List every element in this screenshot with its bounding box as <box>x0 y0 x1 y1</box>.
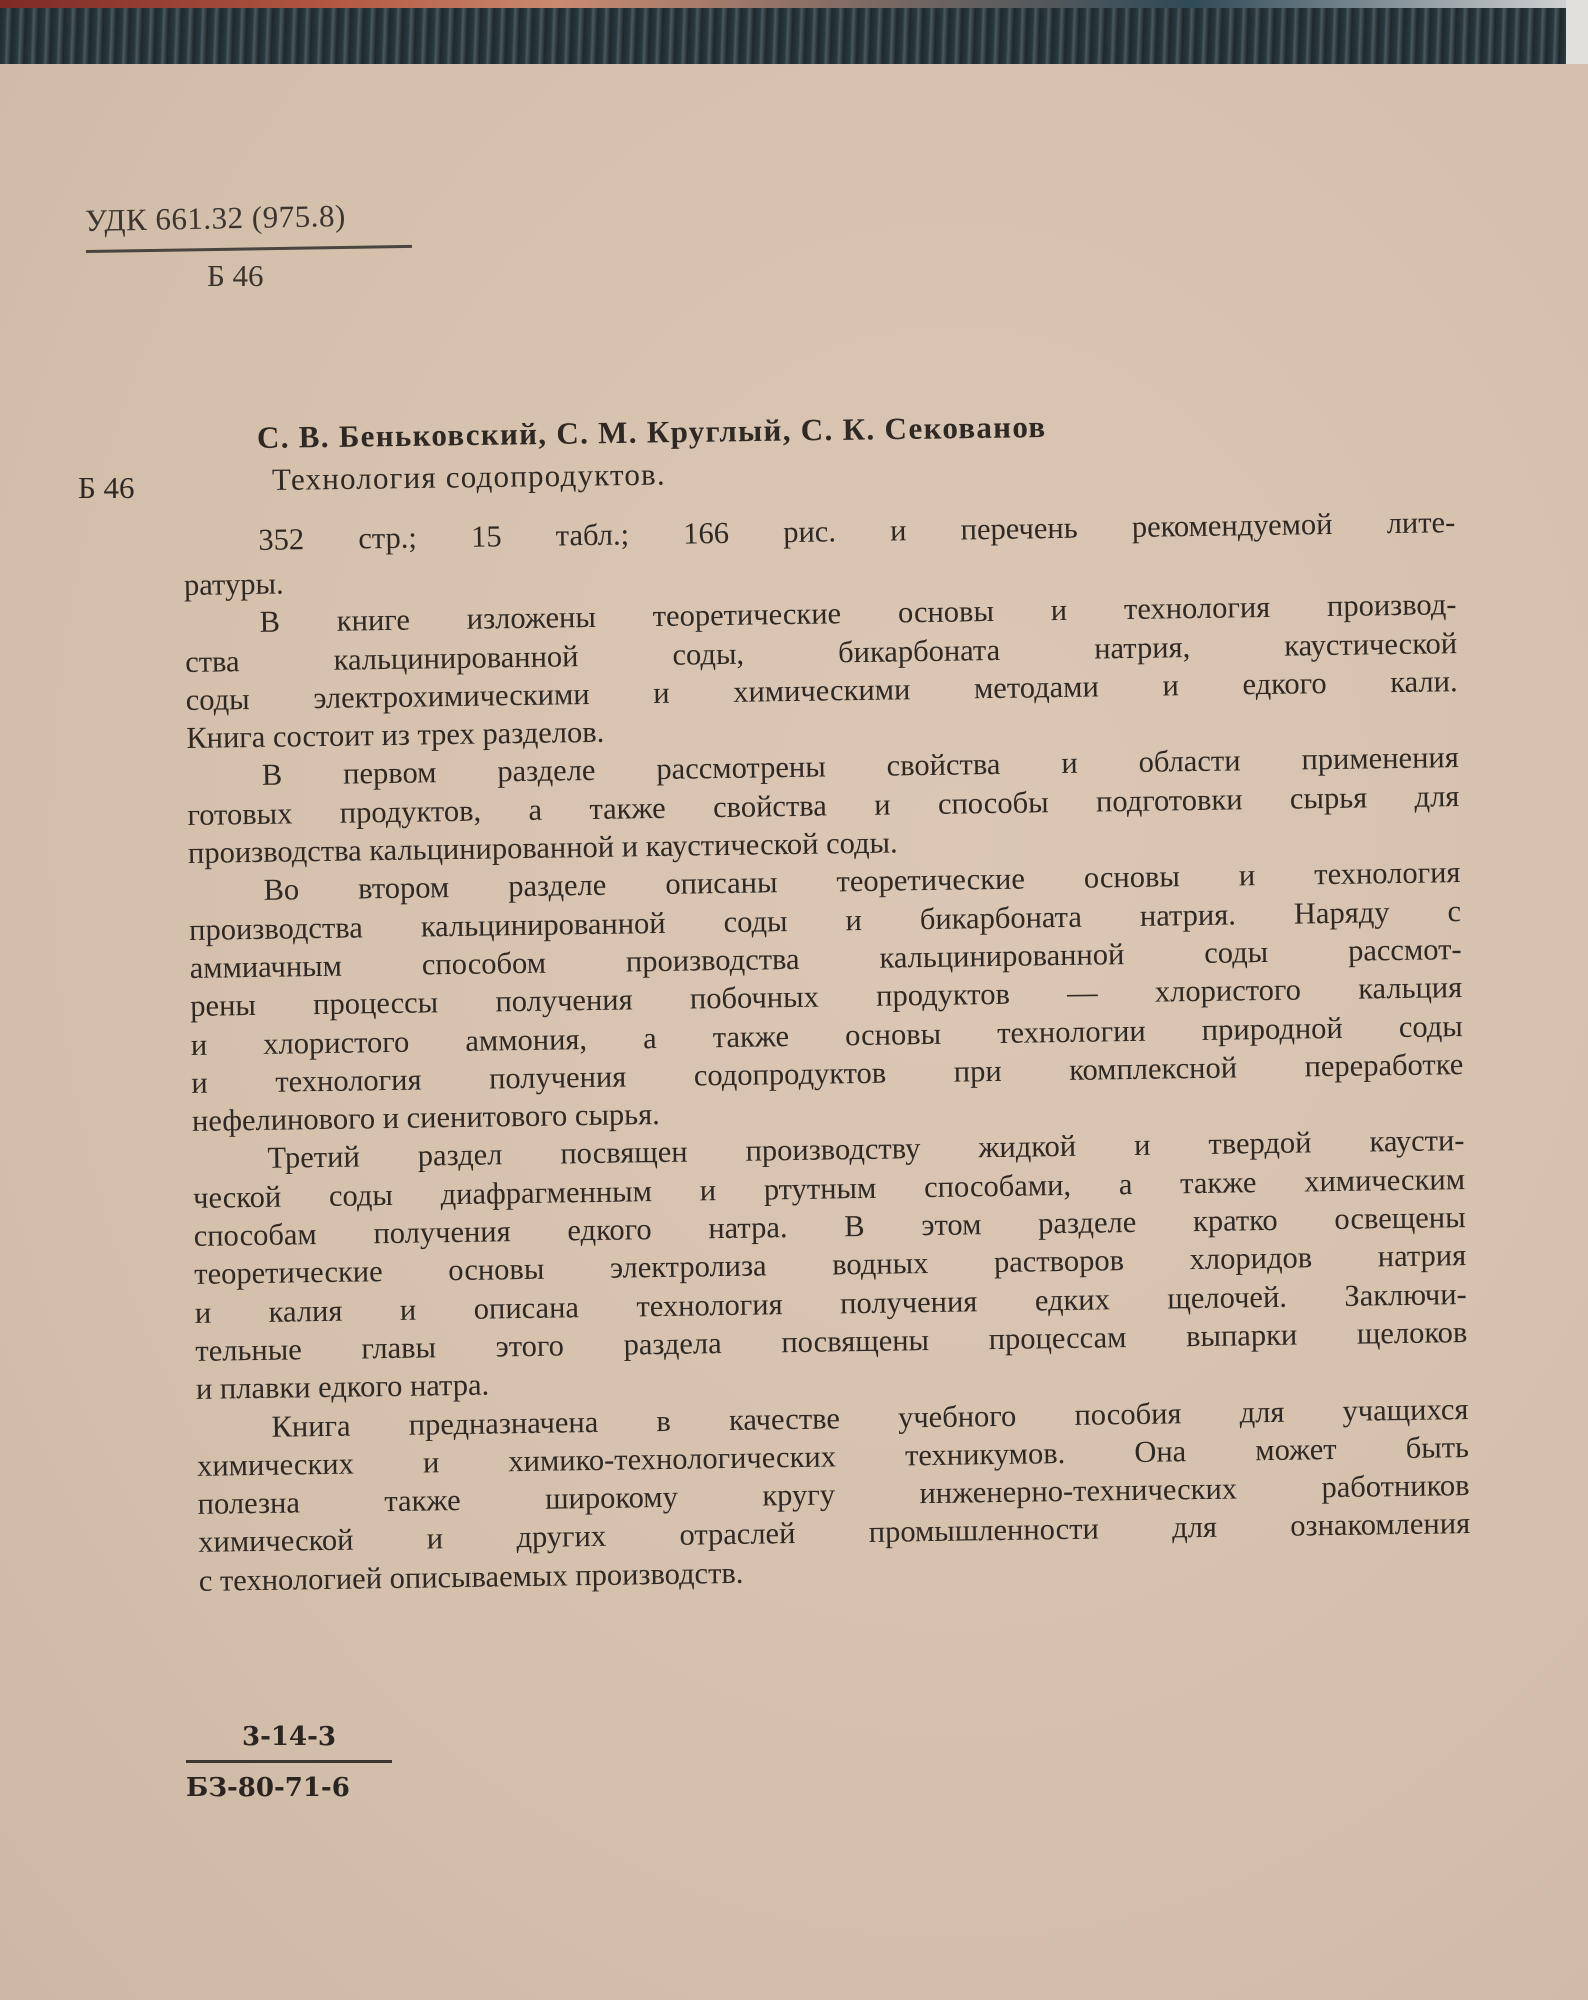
text-line: химической и других отраслей промышленности для ознакомления <box>197 1506 1471 1560</box>
paragraph <box>187 739 1461 873</box>
paragraph <box>196 1390 1471 1600</box>
index-divider <box>186 1760 392 1763</box>
index-numerator: 3-14-3 <box>242 1722 336 1752</box>
text-line: рены процессы получения побочных продуктов — хлористого кальция <box>190 970 1463 1024</box>
text-line: соды электрохимическими и химическими методами и едкого кали. <box>185 664 1458 717</box>
background-surface <box>1566 0 1588 64</box>
book-cover-edge <box>0 8 1566 66</box>
text-line: Книга предназначена в качестве учебного пособия для учащихся <box>271 1391 1469 1444</box>
text-line: готовых продуктов, а также свойства и способы подготовки сырья для <box>187 778 1460 832</box>
meta-line: 352 стр.; 15 табл.; 166 рис. и перечень рекомендуемой лите- <box>258 505 1456 557</box>
book-title: Технология содопродуктов. <box>271 456 667 497</box>
text-line: ческой соды диафрагменным и ртутным способами, а также химическим <box>192 1161 1466 1215</box>
text-line: нефелинового и сиенитового сырья. <box>191 1097 660 1139</box>
text-line: и технология получения содопродуктов при комплексной переработке <box>191 1046 1464 1100</box>
paragraph <box>184 585 1458 757</box>
text-line: Книга состоит из трех разделов. <box>186 714 605 756</box>
text-line: Третий раздел посвящен производству жидкой и твердой каусти- <box>267 1123 1465 1176</box>
annotation-body <box>183 497 1471 1600</box>
text-line: и калия и описана технология получения едких щелочей. Заключи- <box>194 1276 1467 1330</box>
text-line: Во втором разделе описаны теоретические основы и технология <box>263 855 1461 908</box>
text-line: производства кальцинированной и каустической соды. <box>187 825 898 871</box>
text-line: теоретические основы электролиза водных растворов хлоридов натрия <box>193 1238 1467 1292</box>
text-line: В книге изложены теоретические основы и технология производ- <box>259 587 1457 640</box>
text-line: и хлористого аммония, а также основы технологии природной соды <box>190 1008 1463 1062</box>
index-denominator: БЗ-80-71-6 <box>186 1773 350 1803</box>
author-mark: Б 46 <box>78 470 135 505</box>
text-line: ства кальцинированной соды, бикарбоната натрия, каустической <box>184 625 1458 679</box>
text-line: способам получения едкого натра. В этом разделе кратко освещены <box>193 1200 1466 1253</box>
text-line: аммиачным способом производства кальцинированной соды рассмот- <box>189 932 1462 985</box>
paragraph <box>192 1122 1468 1409</box>
text-line: В первом разделе рассмотрены свойства и области применения <box>261 740 1459 793</box>
udk-author-mark: Б 46 <box>207 258 264 293</box>
text-line: с технологией описываемых производств. <box>198 1555 744 1598</box>
text-line: производства кальцинированной соды и бикарбоната натрия. Наряду с <box>188 893 1462 947</box>
authors: С. В. Беньковский, С. М. Круглый, С. К. Секованов <box>256 408 1047 455</box>
text-line: полезна также широкому кругу инженерно-технических работников <box>197 1468 1470 1522</box>
text-line: и плавки едкого натра. <box>195 1367 490 1407</box>
text-line: тельные главы этого раздела посвящены процессам выпарки щелоков <box>195 1314 1468 1368</box>
publication-index <box>186 1722 392 1803</box>
text-line: химических и химико-технологических техникумов. Она может быть <box>196 1429 1470 1483</box>
paragraph <box>188 853 1464 1140</box>
meta-line: ратуры. <box>183 566 284 602</box>
udk-code: УДК 661.32 (975.8) <box>84 197 347 238</box>
